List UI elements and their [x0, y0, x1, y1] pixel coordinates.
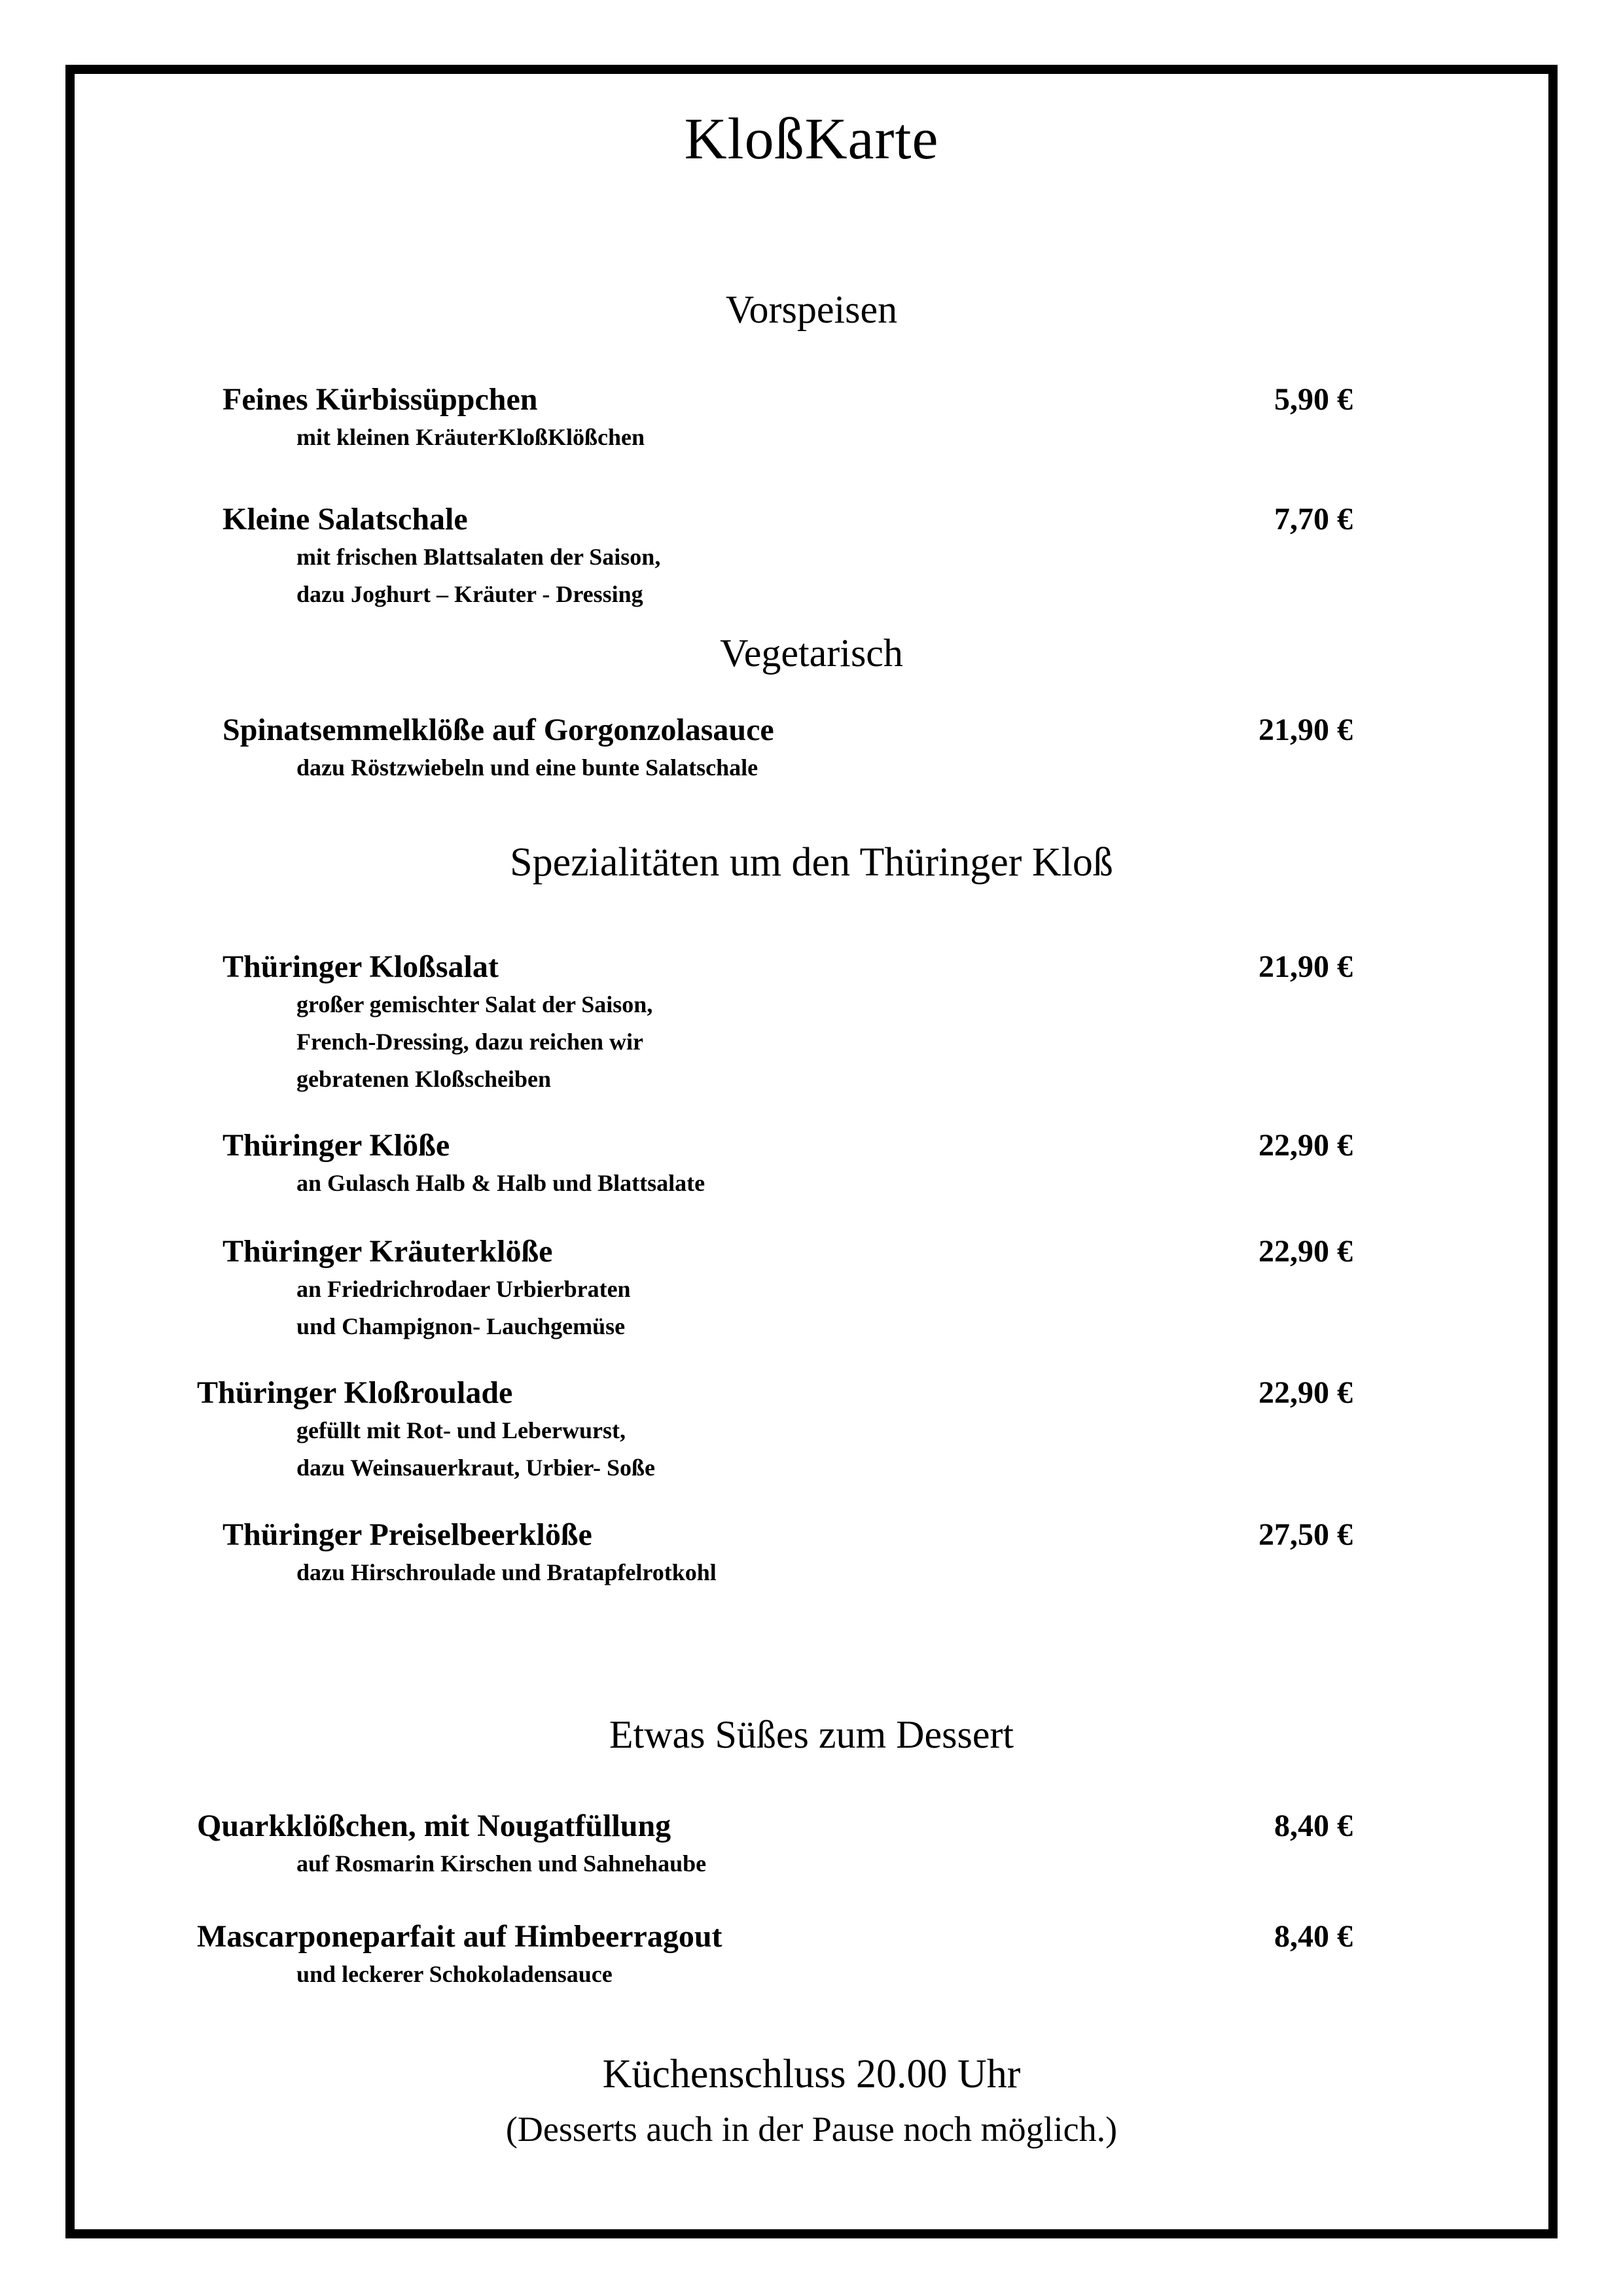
footer-dessert-note: (Desserts auch in der Pause noch möglich.): [505, 2110, 1118, 2149]
item-name: Kleine Salatschale: [223, 501, 468, 537]
item-description-line: dazu Hirschroulade und Bratapfelrotkohl: [296, 1559, 717, 1585]
item-price: 21,90 €: [1258, 949, 1353, 984]
item-name: Quarkklößchen, mit Nougatfüllung: [197, 1808, 671, 1843]
item-price: 7,70 €: [1274, 501, 1353, 537]
item-description-line: mit frischen Blattsalaten der Saison,: [296, 543, 661, 570]
menu-section: [75, 1711, 1548, 1993]
menu-item: [75, 1233, 1548, 1345]
item-description-line: großer gemischter Salat der Saison,: [296, 991, 653, 1017]
item-name: Mascarponeparfait auf Himbeerragout: [197, 1918, 722, 1954]
item-description-line: gebratenen Kloßscheiben: [296, 1065, 552, 1092]
item-price: 22,90 €: [1258, 1127, 1353, 1163]
menu-section: [75, 629, 1548, 786]
page-title: KloßKarte: [684, 107, 939, 171]
item-price: 21,90 €: [1258, 712, 1353, 747]
item-name: Thüringer Kloßsalat: [223, 949, 499, 984]
menu-item: [75, 711, 1548, 786]
item-description-line: gefüllt mit Rot- und Leberwurst,: [296, 1417, 626, 1443]
item-name: Feines Kürbissüppchen: [223, 381, 538, 417]
item-name: Thüringer Preiselbeerklöße: [223, 1517, 592, 1552]
section-heading: Etwas Süßes zum Dessert: [609, 1712, 1014, 1756]
menu-frame: [65, 65, 1558, 2238]
section-heading: Vorspeisen: [725, 287, 898, 331]
item-description-line: auf Rosmarin Kirschen und Sahnehaube: [296, 1850, 707, 1877]
menu-item: [75, 1918, 1548, 1993]
menu-section: [75, 838, 1548, 1591]
item-price: 8,40 €: [1274, 1808, 1353, 1843]
menu-item: [75, 1374, 1548, 1487]
section-heading: Vegetarisch: [720, 631, 903, 675]
item-description-line: French-Dressing, dazu reichen wir: [296, 1028, 643, 1055]
item-description-line: dazu Joghurt – Kräuter - Dressing: [296, 580, 643, 607]
item-description-line: und leckerer Schokoladensauce: [296, 1960, 613, 1987]
item-description-line: und Champignon- Lauchgemüse: [296, 1313, 626, 1339]
item-price: 5,90 €: [1274, 381, 1353, 417]
item-price: 22,90 €: [1258, 1233, 1353, 1269]
item-description-line: mit kleinen KräuterKloßKlößchen: [296, 423, 645, 450]
item-price: 27,50 €: [1258, 1517, 1353, 1552]
menu-item: [75, 1127, 1548, 1202]
item-price: 8,40 €: [1274, 1918, 1353, 1954]
item-name: Thüringer Kräuterklöße: [223, 1233, 553, 1269]
menu-item: [75, 381, 1548, 456]
item-name: Thüringer Kloßroulade: [197, 1375, 513, 1410]
item-description-line: an Gulasch Halb & Halb und Blattsalate: [296, 1169, 705, 1196]
menu-item: [75, 1516, 1548, 1591]
item-price: 22,90 €: [1258, 1375, 1353, 1410]
menu-item: [75, 948, 1548, 1098]
item-description-line: an Friedrichrodaer Urbierbraten: [296, 1275, 631, 1302]
menu-sections: [75, 286, 1548, 1993]
section-heading: Spezialitäten um den Thüringer Kloß: [510, 839, 1113, 885]
item-description-line: dazu Weinsauerkraut, Urbier- Soße: [296, 1454, 656, 1481]
menu-item: [75, 501, 1548, 613]
menu-section: [75, 286, 1548, 613]
footer-kitchen-closing: Küchenschluss 20.00 Uhr: [602, 2051, 1021, 2096]
item-name: Spinatsemmelklöße auf Gorgonzolasauce: [223, 712, 774, 747]
menu-item: [75, 1807, 1548, 1882]
item-description-line: dazu Röstzwiebeln und eine bunte Salatschale: [296, 754, 758, 781]
item-name: Thüringer Klöße: [223, 1127, 450, 1163]
